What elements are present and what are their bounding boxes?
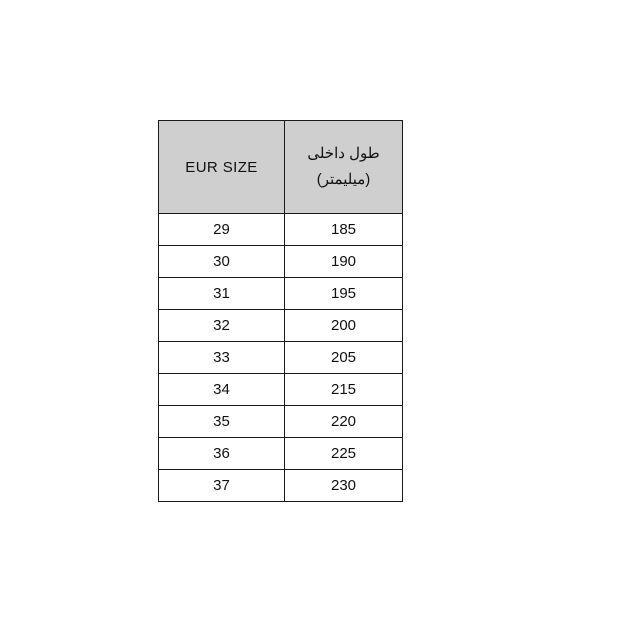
cell-inner-length: 195	[285, 278, 403, 310]
table-row	[159, 214, 403, 246]
size-chart-table	[158, 120, 403, 502]
table-row	[159, 374, 403, 406]
column-header-inner-length	[285, 121, 403, 214]
cell-inner-length: 200	[285, 310, 403, 342]
cell-inner-length: 230	[285, 470, 403, 502]
table-row	[159, 438, 403, 470]
cell-inner-length: 215	[285, 374, 403, 406]
cell-eur-size: 32	[159, 310, 285, 342]
cell-inner-length: 220	[285, 406, 403, 438]
table-row	[159, 246, 403, 278]
column-header-inner-length-line2: (میلیمتر)	[316, 171, 371, 188]
cell-inner-length: 205	[285, 342, 403, 374]
table-row	[159, 310, 403, 342]
table-header-row	[159, 121, 403, 214]
cell-eur-size: 30	[159, 246, 285, 278]
cell-eur-size: 36	[159, 438, 285, 470]
cell-inner-length: 190	[285, 246, 403, 278]
table-row	[159, 406, 403, 438]
column-header-inner-length-line1: طول داخلی	[307, 144, 380, 162]
cell-eur-size: 29	[159, 214, 285, 246]
cell-inner-length: 185	[285, 214, 403, 246]
size-chart-container	[158, 120, 402, 502]
table-row	[159, 278, 403, 310]
column-header-eur-size: EUR SIZE	[159, 121, 285, 214]
table-header	[159, 121, 403, 214]
cell-inner-length: 225	[285, 438, 403, 470]
cell-eur-size: 35	[159, 406, 285, 438]
cell-eur-size: 33	[159, 342, 285, 374]
table-body	[159, 214, 403, 502]
table-row	[159, 470, 403, 502]
table-row	[159, 342, 403, 374]
cell-eur-size: 37	[159, 470, 285, 502]
cell-eur-size: 34	[159, 374, 285, 406]
cell-eur-size: 31	[159, 278, 285, 310]
